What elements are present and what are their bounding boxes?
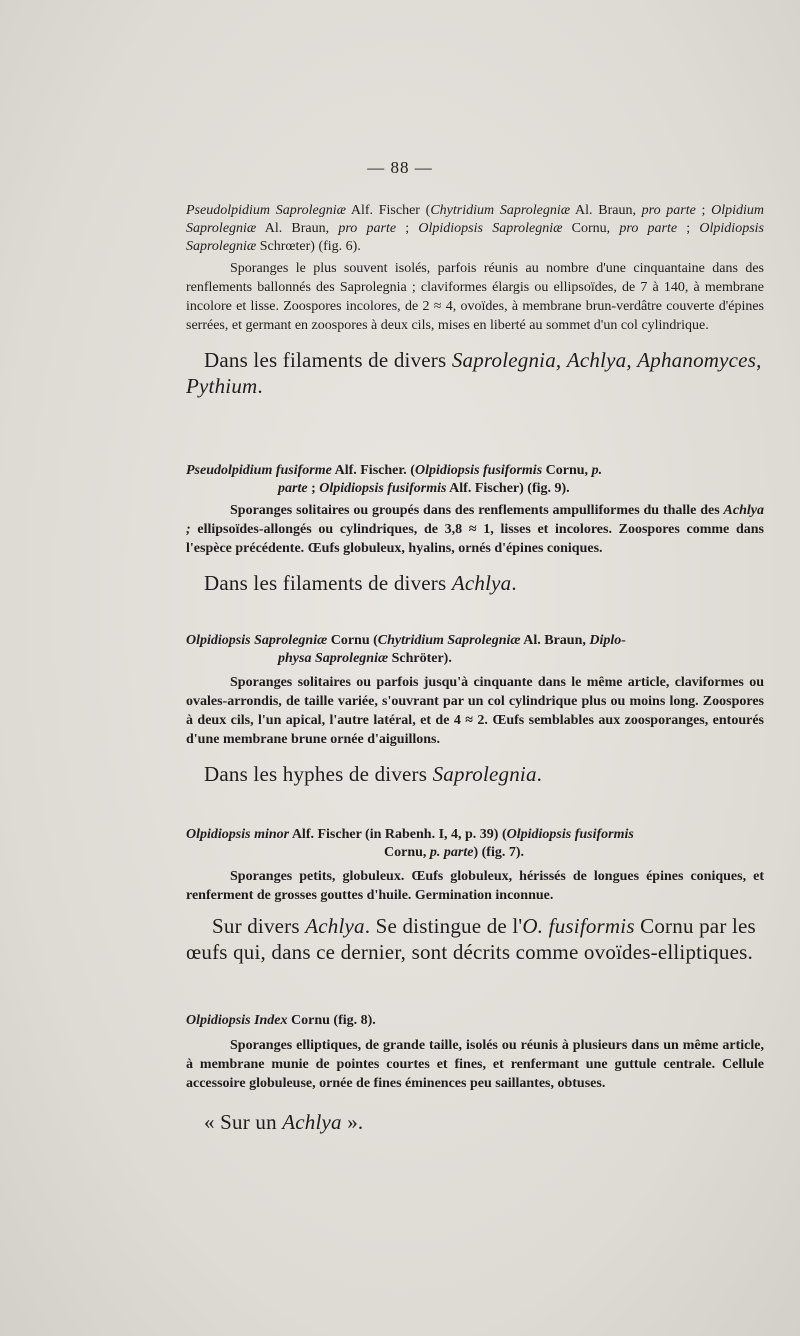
species-name: Olpidiopsis Index [186,1013,288,1028]
habitat-note: Sur divers Achlya. Se distingue de l'O. fusiformis Cornu par les œufs qui, dans ce dernier, sont décrits comme ovoïdes-elliptiques. [186,914,756,964]
habitat-note: Dans les hyphes de divers Saprolegnia. [204,762,543,786]
species-name: Pseudolpidium fusiforme [186,463,332,478]
page-number: — 88 — [367,158,433,177]
entry-olpidiopsis-saprolegniae [186,632,764,787]
entry-heading: Olpidiopsis Index Cornu (fig. 8). [186,1013,376,1028]
habitat-note: Dans les filaments de divers Saprolegnia, Achlya, Aphanomyces, Pythium. [186,348,762,398]
species-description: Sporanges solitaires ou parfois jusqu'à cinquante dans le même article, claviformes ou ovales-arrondis, de taille variée, s'ouvrant par un col cylindrique plus ou moins long. Zoospores à deux cils, l'un apical, l'autre latéral, et de 4 ≈ 2. Œufs semblables aux zoosporanges, entourés d'une membrane brune ornée d'aiguillons. [186,675,764,747]
entry-olpidiopsis-index [186,1012,764,1135]
species-description: Sporanges petits, globuleux. Œufs globuleux, hérissés de longues épines coniques, et renferment de grosses gouttes d'huile. Germination inconnue. [186,869,764,903]
habitat-note: Dans les filaments de divers Achlya. [204,571,517,595]
entry-olpidiopsis-minor [186,826,764,965]
entry-pseudolpidium-saprolegniae [186,202,764,399]
species-description: Sporanges solitaires ou groupés dans des renflements ampulliformes du thalle des Achlya ; ellipsoïdes-allongés ou cylindriques, de 3,8 ≈ 1, lisses et incolores. Zoospores comme dans l'espèce précédente. Œufs globuleux, hyalins, ornés d'épines coniques. [186,503,764,556]
entry-pseudolpidium-fusiforme [186,462,764,596]
entry-heading: Pseudolpidium Saprolegniæ Alf. Fischer (Chytridium Saprolegniæ Al. Braun, pro parte ; Olpidium Saprolegniæ Al. Braun, pro parte ; Olpidiopsis Saprolegniæ Cornu, pro parte ; Olpidiopsis Saprolegniæ Schrœter) (fig. 6). [186,203,765,254]
entry-heading: Olpidiopsis minor Alf. Fischer (in Rabenh. I, 4, p. 39) (Olpidiopsis fusiformis Cornu, p. parte) (fig. 7). [186,827,634,860]
species-description: Sporanges elliptiques, de grande taille, isolés ou réunis à plusieurs dans un même article, à membrane munie de pointes courtes et fines, et renfermant une guttule centrale. Cellule accessoire globuleuse, ornée de fines éminences peu saillantes, obtuses. [186,1038,764,1091]
species-name: Olpidiopsis minor [186,827,290,842]
entry-heading: Olpidiopsis Saprolegniæ Cornu (Chytridium Saprolegniæ Al. Braun, Diplo- physa Saprolegniæ Schröter). [186,633,626,666]
habitat-note: « Sur un Achlya ». [204,1110,364,1134]
species-name: Olpidiopsis Saprolegniæ [186,633,328,648]
species-description: Sporanges le plus souvent isolés, parfois réunis au nombre d'une cinquantaine dans des renflements ballonnés des Saprolegnia ; claviformes élargis ou ellipsoïdes, de 7 à 140, à membrane incolore et lisse. Zoospores incolores, de 2 ≈ 4, ovoïdes, à membrane brun-verdâtre couverte d'épines serrées, et germant en zoospores à deux cils, mises en liberté au sommet d'un col cylindrique. [186,261,764,333]
species-name: Pseudolpidium Saprolegniæ [186,203,346,218]
entry-heading: Pseudolpidium fusiforme Alf. Fischer. (Olpidiopsis fusiformis Cornu, p. parte ; Olpidiopsis fusiformis Alf. Fischer) (fig. 9). [186,463,603,496]
